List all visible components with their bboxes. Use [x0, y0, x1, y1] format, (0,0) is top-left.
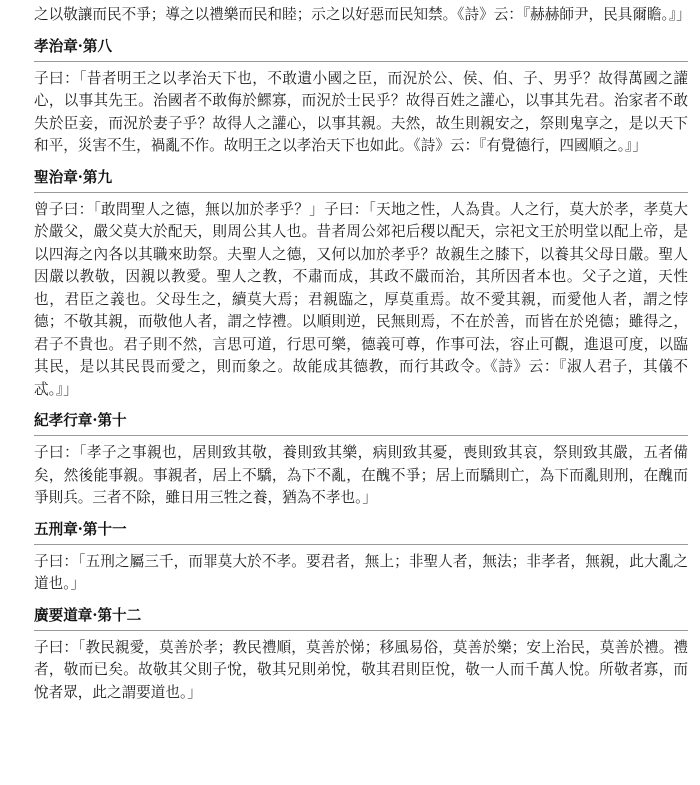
chapter-11: [34, 520, 688, 596]
chapter-body: 子曰：「五刑之屬三千，而罪莫大於不孝。要君者，無上；非聖人者，無法；非孝者，無親，此大亂之道也。」: [34, 552, 688, 592]
chapter-body: 子曰：「教民親愛，莫善於孝；教民禮順，莫善於悌；移風易俗，莫善於樂；安上治民，莫善於禮。禮者，敬而已矣。故敬其父則子悅，敬其兄則弟悅，敬其君則臣悅，敬一人而千萬人悅。所敬者寡，而悅者眾，此之謂要道也。」: [34, 638, 688, 701]
chapter-title: 孝治章·第八: [34, 37, 688, 62]
chapter-title: 紀孝行章·第十: [34, 411, 688, 436]
chapter-title: 五刑章·第十一: [34, 520, 688, 545]
chapter-body: 子曰：「昔者明王之以孝治天下也，不敢遺小國之臣，而況於公、侯、伯、子、男乎？故得萬國之讙心，以事其先王。治國者不敢侮於鰥寡，而況於士民乎？故得百姓之讙心，以事其先君。治家者不敢失於臣妾，而況於妻子乎？故得人之讙心，以事其親。夫然，故生則親安之，祭則鬼享之，是以天下和平，災害不生，禍亂不作。故明王之以孝治天下也如此。《詩》云：『有覺德行，四國順之。』」: [34, 69, 688, 154]
chapter-12: [34, 606, 688, 705]
chapter-title: 聖治章·第九: [34, 168, 688, 193]
chapter-body: 曾子曰：「敢問聖人之德，無以加於孝乎？」子曰：「天地之性，人為貴。人之行，莫大於孝，孝莫大於嚴父，嚴父莫大於配天，則周公其人也。昔者周公郊祀后稷以配天，宗祀文王於明堂以配上帝，是以四海之內各以其職來助祭。夫聖人之德，又何以加於孝乎？故親生之膝下，以養其父母日嚴。聖人因嚴以教敬，因親以教愛。聖人之教，不肅而成，其政不嚴而治，其所因者本也。父子之道，天性也，君臣之義也。父母生之，續莫大焉；君親臨之，厚莫重焉。故不愛其親，而愛他人者，謂之悖德；不敬其親，而敬他人者，謂之悖禮。以順則逆，民無則焉，不在於善，而皆在於兇德；雖得之，君子不貴也。君子則不然，言思可道，行思可樂，德義可尊，作事可法，容止可觀，進退可度，以臨其民，是以其民畏而愛之，則而象之。故能成其德教，而行其政令。《詩》云：『淑人君子，其儀不忒。』」: [34, 200, 688, 398]
intro-paragraph: 之以敬讓而民不爭；導之以禮樂而民和睦；示之以好惡而民知禁。《詩》云：『赫赫師尹，民具爾瞻。』」: [34, 6, 691, 23]
chapter-8: [34, 37, 688, 158]
chapter-9: [34, 168, 688, 402]
chapter-body: 子曰：「孝子之事親也，居則致其敬，養則致其樂，病則致其憂，喪則致其哀，祭則致其嚴，五者備矣，然後能事親。事親者，居上不驕，為下不亂，在醜不爭；居上而驕則亡，為下而亂則刑，在醜而爭則兵。三者不除，雖日用三牲之養，猶為不孝也。」: [34, 444, 688, 506]
chapter-title: 廣要道章·第十二: [34, 606, 688, 631]
chapter-10: [34, 411, 688, 510]
